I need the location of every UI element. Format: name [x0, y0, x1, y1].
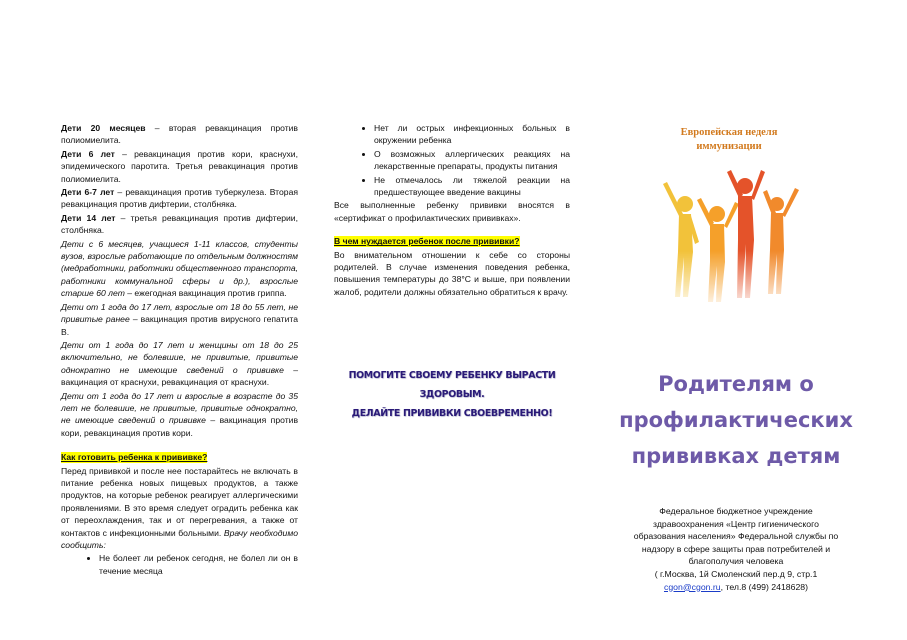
section-heading: В чем нуждается ребенок после прививки?	[334, 236, 520, 247]
immunization-week-logo	[655, 122, 803, 306]
paragraph: Дети с 6 месяцев, учащиеся 1-11 классов, студенты вузов, взрослые работающие по отдельным должностям (медработники, работники общественного транспорта, работники коммунальной сферы и др.), взрослые старше 60 лет – ежегодная вакцинация против гриппа.	[61, 238, 298, 299]
bullet-list	[334, 122, 570, 198]
email-link[interactable]: cgon@cgon.ru	[663, 581, 721, 592]
jumping-children-illustration	[655, 122, 803, 306]
paragraph: Дети от 1 года до 17 лет и взрослые в возрасте до 35 лет не болевшие, не привитые, привитые однократно, не имеющие сведений о прививке – вакцинация против кори, ревакцинация против кори.	[61, 390, 299, 438]
paragraph: Дети 14 лет – третья ревакцинация против дифтерии, столбняка.	[61, 212, 298, 236]
left-column	[61, 122, 298, 578]
list-item: • О возможных аллергических реакциях на лекарственные препараты, продукты питания	[374, 148, 570, 173]
paragraph: Дети от 1 года до 17 лет и женщины от 18 до 25 включительно, не болевшие, не привитые, привитые однократно не имеющие сведений о прививке – вакцинация от краснухи, ревакцинация от краснухи.	[61, 339, 298, 388]
middle-column	[334, 122, 570, 299]
paragraph: Дети 6 лет – ревакцинация против кори, краснухи, эпидемического паротита. Третья ревакцинация против полиомиелита.	[61, 148, 298, 184]
brochure-title: Родителям о профилактических прививках детям	[619, 372, 853, 468]
paragraph: Дети от 1 года до 17 лет, взрослые от 18 до 55 лет, не привитые ранее – вакцинация против вирусного гепатита В.	[61, 301, 298, 337]
list-item: • Нет ли острых инфекционных больных в окружении ребенка	[374, 122, 570, 147]
contact-line: cgon@cgon.ru, тел.8 (499) 2418628)	[663, 581, 809, 592]
bullet-list	[61, 552, 298, 577]
paragraph: Дети 20 месяцев – вторая ревакцинация против полиомиелита.	[61, 123, 298, 146]
section-heading: Как готовить ребенка к прививке?	[61, 452, 208, 463]
list-item: • Не болеет ли ребенок сегодня, не болел ли он в течение месяца	[99, 552, 298, 577]
paragraph: Перед прививкой и после нее постарайтесь не включать в питание ребенка новых пищевых продуктов, а также продуктов, на которые ребенок реагирует аллергическими проявлениями. В это время следует оградить ребенка как от переохлаждения, так и от перегревания, а также от контактов с инфекционными больными. Врачу необходимо сообщить:	[61, 465, 298, 550]
promo-slogan: ПОМОГИТЕ СВОЕМУ РЕБЕНКУ ВЫРАСТИ ЗДОРОВЫМ. ДЕЛАЙТЕ ПРИВИВКИ СВОЕВРЕМЕННО!	[348, 370, 556, 419]
paragraph: Дети 6-7 лет – ревакцинация против туберкулеза. Вторая ревакцинация против дифтерии, столбняка.	[61, 187, 299, 210]
list-item: • Не отмечалось ли тяжелой реакции на предшествующее введение вакцины	[374, 174, 570, 199]
paragraph: Во внимательном отношении к себе со стороны родителей. В случае изменения поведения ребенка, повышения температуры до 38°С и выше, при появлении жалоб, родители должны обязательно обратиться к врачу.	[334, 249, 570, 297]
organization-info: Федеральное бюджетное учреждение здравоохранения «Центр гигиенического образования населения» Федеральной службы по надзору в сфере защиты прав потребителей и благополучия человека ( г.Москва, 1й Смоленский пер.д 9, стр.1 cgon@cgon.ru, тел.8 (499) 2418628)	[612, 505, 860, 593]
paragraph: Все выполненные ребенку прививки вносятся в «сертификат о профилактических прививках».	[334, 200, 570, 223]
